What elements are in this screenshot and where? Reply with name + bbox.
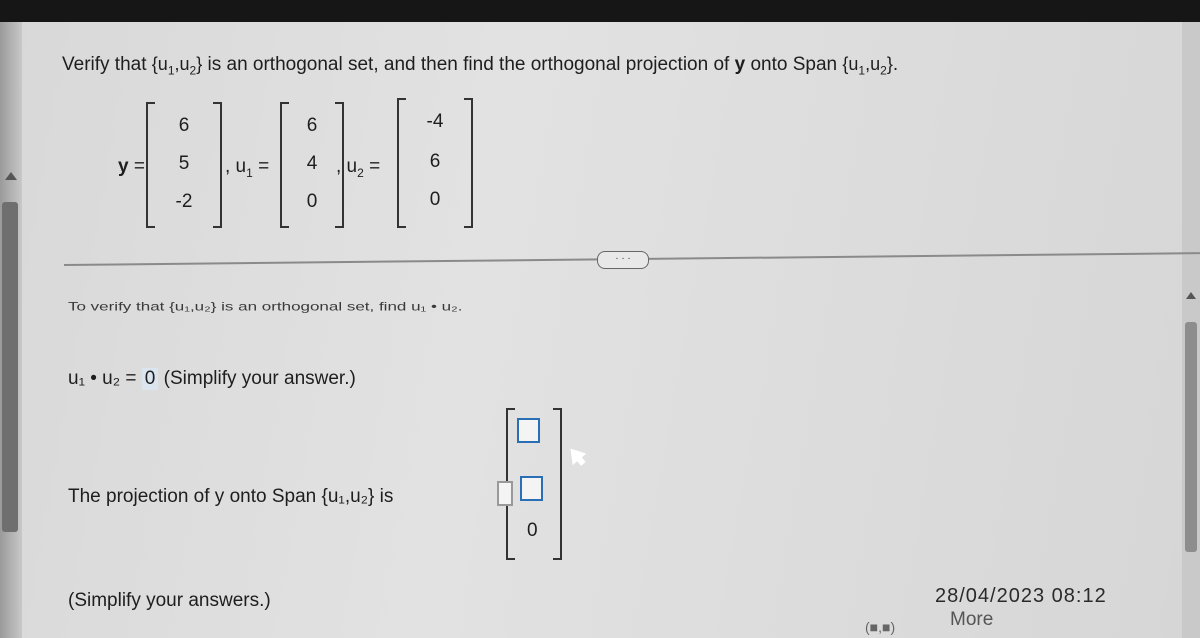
projection-entry-3: 0 [527, 520, 538, 541]
u2-entry-1: -4 [426, 111, 444, 132]
scroll-up-icon[interactable] [1186, 292, 1196, 299]
dot-product-lhs: u₁ • u₂ = [68, 368, 137, 389]
mouse-pointer-icon [564, 443, 587, 465]
faded-instruction: To verify that {u₁,u₂} is an orthogonal set, find u₁ • u₂. [68, 300, 463, 314]
question-middle: is an orthogonal set, and then find the orthogonal projection of [207, 54, 730, 75]
question-onto: onto Span [750, 54, 838, 75]
scroll-up-icon[interactable] [5, 172, 17, 180]
scroll-thumb[interactable] [1185, 322, 1197, 552]
u2-entry-2: 6 [429, 151, 441, 172]
y-vector [146, 102, 222, 228]
y-label: y = [118, 156, 145, 177]
scroll-thumb[interactable] [2, 202, 18, 532]
span-set-notation: $\{u_1,u_2\}$ [842, 54, 893, 78]
u1-entry-1: 6 [306, 115, 318, 136]
top-bar [0, 0, 1200, 22]
dot-product-line [68, 368, 356, 390]
question-text: Verify that $\{u_1,u_2\}$ is an orthogonal set, and then find the orthogonal projection of y onto Span $\{u_1,u_2\}$. [62, 54, 899, 78]
set-notation: $\{u_1,u_2\}$ [151, 54, 203, 78]
projection-input-marker [497, 481, 513, 506]
u1-vector [280, 102, 344, 228]
timestamp: 28/04/2023 08:12 [935, 585, 1107, 607]
y-entry-2: 5 [178, 153, 190, 174]
projection-entry-2-input[interactable] [520, 476, 543, 501]
right-scrollbar[interactable] [1182, 22, 1200, 638]
dot-product-answer[interactable]: 0 [142, 368, 159, 390]
more-options-button[interactable]: · · · [597, 251, 649, 269]
u2-entry-3: 0 [429, 189, 441, 210]
question-prefix: Verify that [62, 54, 147, 75]
u2-label: , $u_2$ = [336, 156, 381, 180]
u1-entry-2: 4 [306, 153, 318, 174]
y-entry-1: 6 [178, 115, 190, 136]
u1-label: , $u_1$ = [225, 156, 270, 180]
projection-entry-1-input[interactable] [517, 418, 540, 443]
y-symbol: y [734, 54, 746, 75]
left-scrollbar[interactable] [0, 22, 22, 638]
u1-entry-3: 0 [306, 191, 318, 212]
matrix-tool-icon[interactable]: (■,■) [865, 619, 896, 635]
u2-vector [397, 98, 473, 228]
more-link[interactable]: More [950, 609, 994, 630]
y-entry-3: -2 [175, 191, 193, 212]
dot-product-hint: (Simplify your answer.) [163, 368, 356, 389]
projection-hint: (Simplify your answers.) [68, 590, 271, 611]
projection-label: The projection of y onto Span {u₁,u₂} is [68, 486, 394, 507]
